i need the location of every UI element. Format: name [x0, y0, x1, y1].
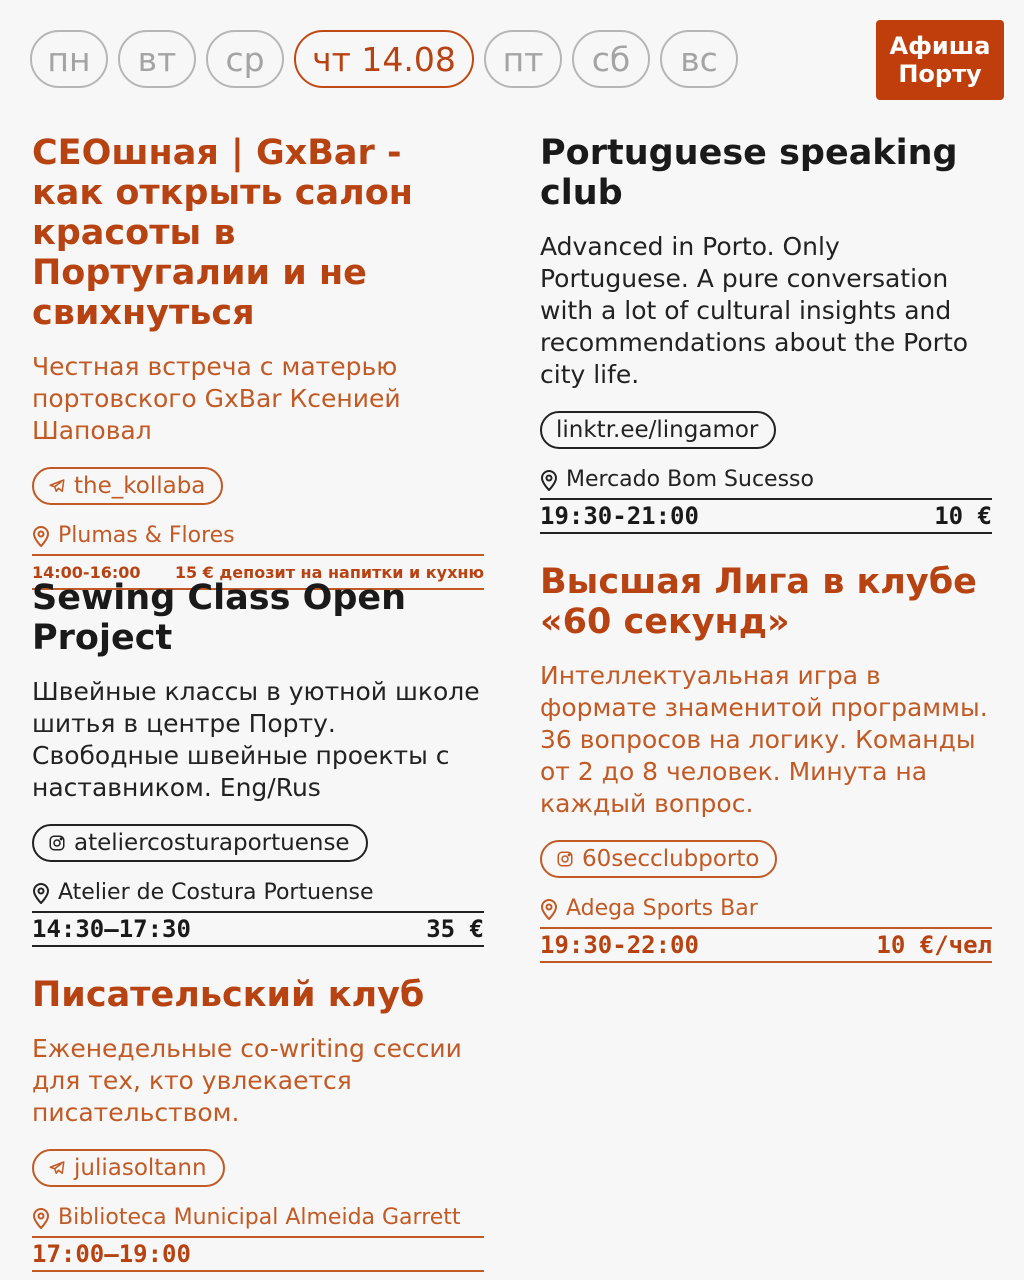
- event-title: СЕОшная | GxBar - как открыть салон красоты в Португалии и не свихнуться: [32, 133, 413, 333]
- day-tue[interactable]: вт: [118, 30, 196, 88]
- event-card-sewing: [32, 578, 484, 947]
- event-card-writing-club: [32, 975, 484, 1272]
- event-price: 10 €/чел: [876, 931, 992, 959]
- event-description: Еженедельные co-writing сессии для тех, кто увлекается писательством.: [32, 1034, 462, 1127]
- event-card-60-seconds: [540, 562, 992, 963]
- telegram-icon: [48, 477, 66, 495]
- place-name: Atelier de Costura Portuense: [58, 880, 374, 905]
- telegram-icon: [48, 1159, 66, 1177]
- event-time: 14:30–17:30: [32, 915, 191, 943]
- location-pin-icon: [32, 525, 50, 547]
- location-pin-icon: [540, 898, 558, 920]
- event-time-price: [540, 498, 992, 534]
- event-description: Швейные классы в уютной школе шитья в центре Порту. Свободные швейные проекты с наставником. Eng/Rus: [32, 677, 480, 802]
- place-name: Biblioteca Municipal Almeida Garrett: [58, 1205, 461, 1230]
- event-title: Писательский клуб: [32, 975, 425, 1015]
- event-time-price: [32, 911, 484, 947]
- event-description: Интеллектуальная игра в формате знаменитой программы. 36 вопросов на логику. Команды от 2 до 8 человек. Минута на каждый вопрос.: [540, 661, 988, 818]
- event-card-portuguese-club: [540, 133, 992, 534]
- event-place: [32, 1205, 484, 1230]
- event-card-seoshnaya: [32, 133, 484, 590]
- place-name: Plumas & Flores: [58, 523, 235, 548]
- day-sat[interactable]: сб: [572, 30, 650, 88]
- contact-handle: linktr.ee/lingamor: [556, 417, 759, 443]
- event-time: 19:30-22:00: [540, 931, 699, 959]
- contact-link[interactable]: [32, 467, 223, 505]
- location-pin-icon: [540, 469, 558, 491]
- event-time: 17:00–19:00: [32, 1240, 191, 1268]
- event-place: [540, 896, 992, 921]
- event-price: 15 € депозит на напитки и кухню: [174, 562, 484, 582]
- event-place: [32, 523, 484, 548]
- day-wed[interactable]: ср: [206, 30, 284, 88]
- contact-handle: juliasoltann: [74, 1155, 207, 1181]
- location-pin-icon: [32, 882, 50, 904]
- logo-line1: Афиша: [889, 32, 991, 60]
- event-price: 10 €: [934, 502, 992, 530]
- event-title: Sewing Class Open Project: [32, 578, 407, 658]
- day-fri[interactable]: пт: [484, 30, 562, 88]
- event-description: Advanced in Porto. Only Portuguese. A pure conversation with a lot of cultural insights and recommendations about the Porto city life.: [540, 232, 969, 389]
- event-time-price: [32, 1236, 484, 1272]
- day-selector: [30, 30, 738, 88]
- event-time: 14:00-16:00: [32, 562, 141, 582]
- event-price: 35 €: [426, 915, 484, 943]
- contact-link[interactable]: [540, 840, 777, 878]
- event-time: 19:30-21:00: [540, 502, 699, 530]
- contact-link[interactable]: [32, 1149, 225, 1187]
- place-name: Mercado Bom Sucesso: [566, 467, 814, 492]
- contact-handle: 60secclubporto: [582, 846, 760, 872]
- instagram-icon: [48, 834, 66, 852]
- location-pin-icon: [32, 1207, 50, 1229]
- instagram-icon: [556, 850, 574, 868]
- place-name: Adega Sports Bar: [566, 896, 758, 921]
- event-place: [32, 880, 484, 905]
- day-mon[interactable]: пн: [30, 30, 108, 88]
- contact-link[interactable]: [540, 411, 776, 449]
- event-title: Portuguese speaking club: [540, 133, 958, 213]
- event-description: Честная встреча с матерью портовского GxBar Ксенией Шаповал: [32, 352, 401, 445]
- afisha-logo[interactable]: [876, 20, 1004, 100]
- day-thu-active[interactable]: чт 14.08: [294, 30, 474, 88]
- event-title: Высшая Лига в клубе «60 секунд»: [540, 562, 977, 642]
- contact-handle: the_kollaba: [74, 473, 206, 499]
- contact-link[interactable]: [32, 824, 368, 862]
- logo-line2: Порту: [898, 60, 982, 88]
- day-sun[interactable]: вс: [660, 30, 738, 88]
- contact-handle: ateliercosturaportuense: [74, 830, 350, 856]
- event-place: [540, 467, 992, 492]
- event-time-price: [540, 927, 992, 963]
